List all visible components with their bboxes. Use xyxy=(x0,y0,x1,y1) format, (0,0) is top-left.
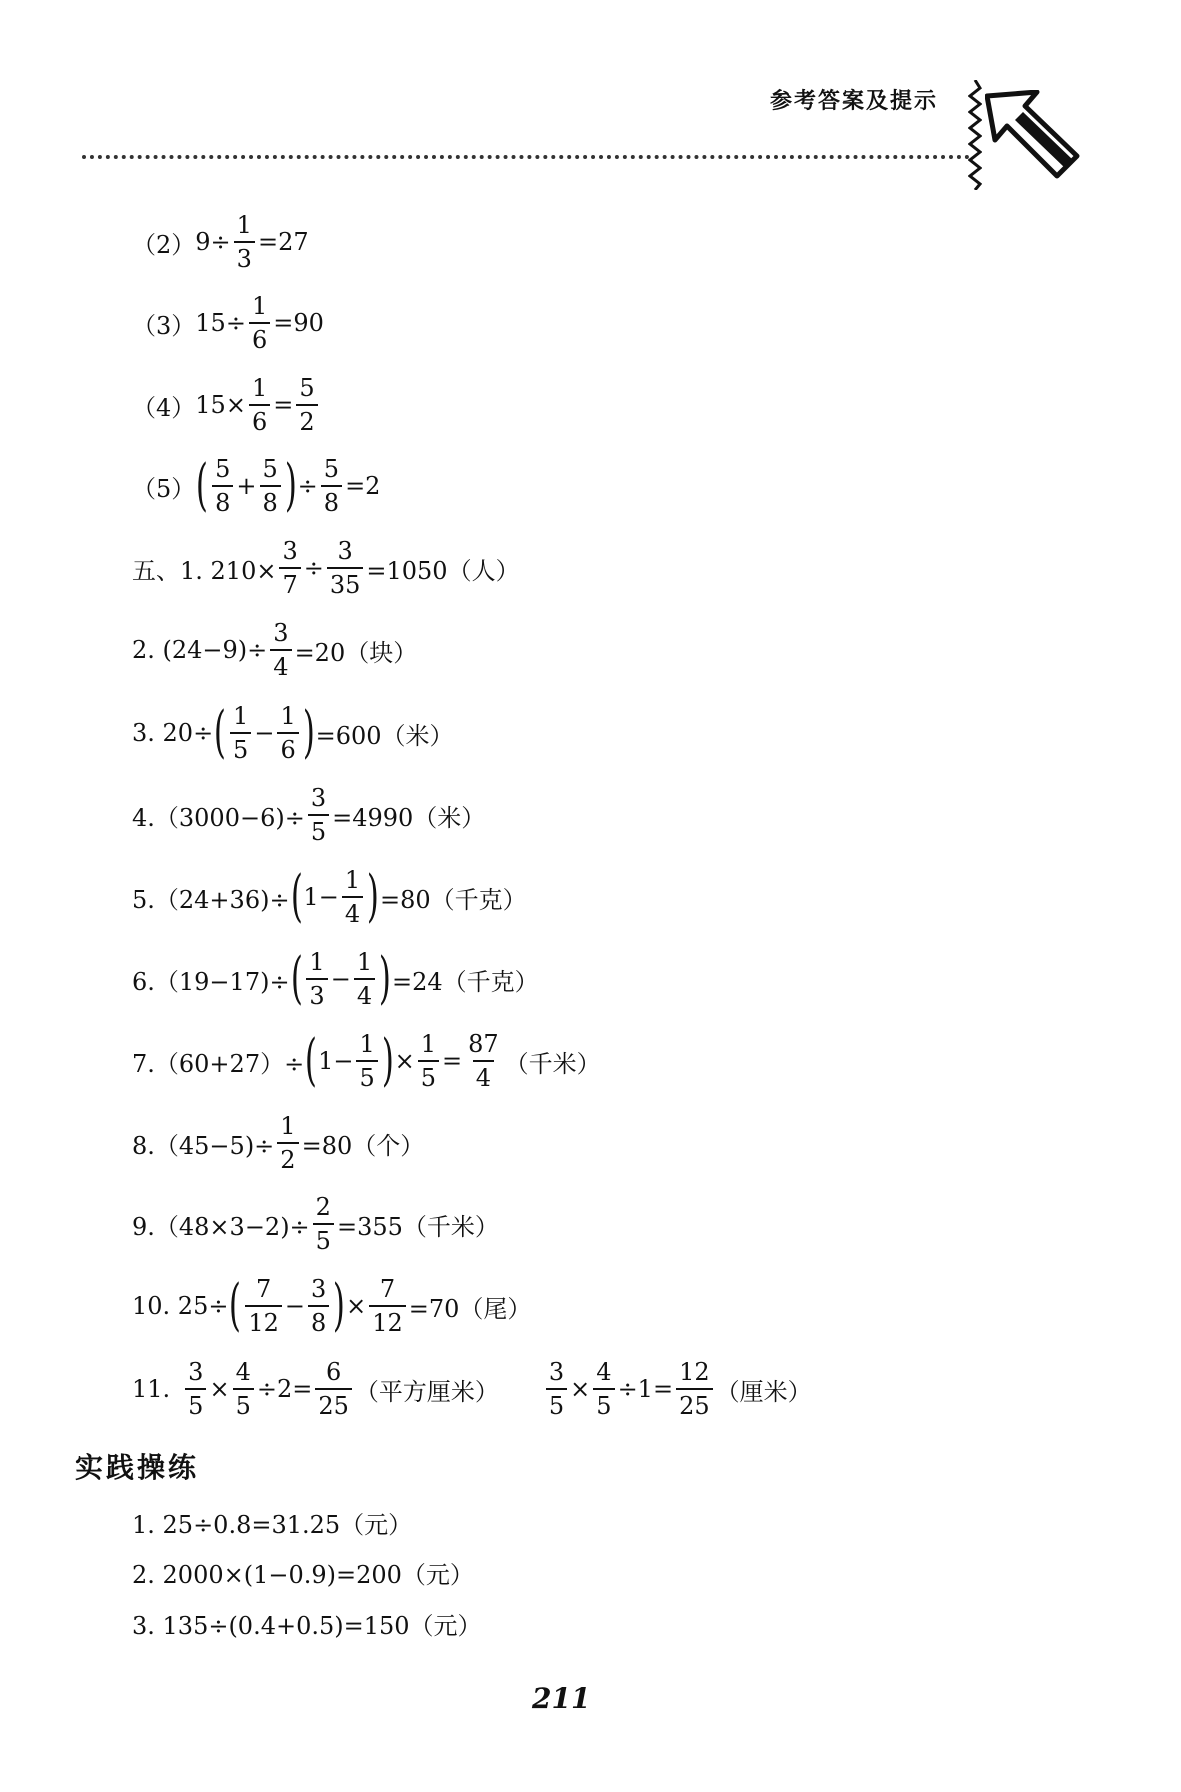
answer-line-5-7 xyxy=(132,1021,601,1101)
expr-text: 15÷ xyxy=(195,309,246,337)
expr-result: =4990（米） xyxy=(332,803,486,832)
right-paren: ) xyxy=(367,864,380,929)
right-paren: ) xyxy=(381,1028,394,1093)
line-label: （5） xyxy=(132,474,196,503)
line-label: 3. 20÷ xyxy=(132,719,214,747)
line-label: 9.（48×3−2)÷ xyxy=(132,1212,310,1241)
fraction: $\frac{3}{5}$ xyxy=(546,1360,567,1418)
expr-result: =2 xyxy=(345,472,381,500)
line-label: 5.（24+36)÷ xyxy=(132,885,290,914)
expr-result: =20（块） xyxy=(294,638,418,667)
answer-line-2 xyxy=(132,202,309,282)
expr-result: =600（米） xyxy=(315,721,454,750)
fraction: $\frac{5}{8}$ xyxy=(321,457,342,515)
fraction: $\frac{4}{5}$ xyxy=(233,1360,254,1418)
expr-result: =27 xyxy=(257,228,309,256)
right-paren: ) xyxy=(379,946,392,1011)
expr-text: 1− xyxy=(303,883,339,911)
operator: − xyxy=(330,965,351,993)
operator: ÷ xyxy=(297,472,318,500)
operator: ÷2= xyxy=(256,1375,313,1403)
answer-line-5-2 xyxy=(132,610,417,690)
fraction: $\frac{5}{8}$ xyxy=(260,457,281,515)
expr-result: =70（尾） xyxy=(408,1294,532,1323)
fraction: $\frac{12}{25}$ xyxy=(676,1360,713,1418)
fraction: $\frac{3}{7}$ xyxy=(279,539,300,597)
unit-text: （厘米） xyxy=(715,1377,812,1406)
operator: × xyxy=(209,1375,230,1403)
fraction: $\frac{2}{5}$ xyxy=(313,1195,334,1253)
line-label: 11. xyxy=(132,1375,171,1403)
fraction: $\frac{1}{3}$ xyxy=(234,213,255,271)
line-label: （2） xyxy=(132,230,196,259)
operator: − xyxy=(284,1292,305,1320)
expr-result: =1050（人） xyxy=(366,556,520,585)
practice-item: 3. 135÷(0.4+0.5)=150（元） xyxy=(132,1612,482,1640)
fraction: $\frac{1}{6}$ xyxy=(277,704,298,762)
fraction: $\frac{5}{2}$ xyxy=(296,376,317,434)
expr-result: =24（千克） xyxy=(391,967,539,996)
expr-result: =80（千克） xyxy=(379,885,527,914)
left-paren: ( xyxy=(214,700,227,765)
fraction: $\frac{1}{5}$ xyxy=(418,1032,439,1090)
fraction: $\frac{3}{5}$ xyxy=(185,1360,206,1418)
answer-line-5-11 xyxy=(132,1349,812,1429)
operator: × xyxy=(394,1047,415,1075)
fraction: $\frac{1}{4}$ xyxy=(342,868,363,926)
header-dotted-rule xyxy=(82,155,970,159)
expr-result: =355（千米） xyxy=(336,1212,499,1241)
expr-result: =90 xyxy=(273,309,324,337)
fraction: $\frac{7}{12}$ xyxy=(369,1277,406,1335)
fraction: $\frac{3}{4}$ xyxy=(270,621,291,679)
right-paren: ) xyxy=(302,700,315,765)
line-label: 7.（60+27）÷ xyxy=(132,1049,305,1078)
right-paren: ) xyxy=(284,453,297,518)
line-label: 6.（19−17)÷ xyxy=(132,967,290,996)
left-paren: ( xyxy=(290,946,303,1011)
answer-line-4 xyxy=(132,365,321,445)
fraction: $\frac{3}{8}$ xyxy=(308,1277,329,1335)
fraction: $\frac{1}{5}$ xyxy=(356,1032,377,1090)
operator: ÷1= xyxy=(617,1375,674,1403)
fraction: $\frac{1}{4}$ xyxy=(354,950,375,1008)
answer-line-5-1 xyxy=(132,528,520,608)
fraction: $\frac{1}{5}$ xyxy=(230,704,251,762)
fraction: $\frac{4}{5}$ xyxy=(593,1360,614,1418)
operator: − xyxy=(254,719,275,747)
expr-text: 15× xyxy=(195,391,246,419)
fraction: $\frac{1}{6}$ xyxy=(249,294,270,352)
answer-line-5-4 xyxy=(132,775,485,855)
left-paren: ( xyxy=(196,453,209,518)
answer-line-3 xyxy=(132,283,324,363)
left-paren: ( xyxy=(290,864,303,929)
line-label: 2. (24−9)÷ xyxy=(132,636,268,664)
expr-result: =80（个） xyxy=(301,1131,425,1160)
fraction: $\frac{1}{2}$ xyxy=(277,1114,298,1172)
fraction: $\frac{5}{8}$ xyxy=(212,457,233,515)
fraction: $\frac{87}{4}$ xyxy=(468,1030,499,1092)
line-label: （3） xyxy=(132,311,196,340)
operator: ÷ xyxy=(303,554,324,582)
fraction: $\frac{1}{6}$ xyxy=(249,376,270,434)
practice-item: 2. 2000×(1−0.9)=200（元） xyxy=(132,1561,474,1589)
arrow-up-left-icon xyxy=(985,90,1085,180)
expr-result: = xyxy=(273,391,294,419)
expr-result: （千米） xyxy=(504,1049,601,1078)
operator: = xyxy=(441,1047,463,1075)
answer-line-5-3 xyxy=(132,693,454,773)
fraction: $\frac{6}{25}$ xyxy=(315,1360,352,1418)
practice-item: 1. 25÷0.8=31.25（元） xyxy=(132,1511,413,1539)
line-label: 五、1. 210× xyxy=(132,556,277,585)
fraction: $\frac{3}{35}$ xyxy=(327,539,364,597)
answer-line-5 xyxy=(132,446,380,526)
fraction: $\frac{1}{3}$ xyxy=(306,950,327,1008)
expr-text: 9÷ xyxy=(195,228,231,256)
page-number: 211 xyxy=(532,1682,591,1715)
line-label: 10. 25÷ xyxy=(132,1292,229,1320)
right-paren: ) xyxy=(333,1273,346,1338)
running-header-title: 参考答案及提示 xyxy=(770,89,939,114)
operator: × xyxy=(570,1375,591,1403)
line-label: 4.（3000−6)÷ xyxy=(132,803,305,832)
zigzag-border-icon xyxy=(968,80,982,190)
fraction: $\frac{3}{5}$ xyxy=(308,786,329,844)
answer-line-5-5 xyxy=(132,857,527,937)
answer-line-5-9 xyxy=(132,1184,499,1264)
practice-section-heading: 实践操练 xyxy=(75,1451,200,1484)
operator: + xyxy=(236,472,257,500)
answer-line-5-8 xyxy=(132,1103,424,1183)
answer-line-5-10 xyxy=(132,1266,531,1346)
left-paren: ( xyxy=(229,1273,242,1338)
line-label: （4） xyxy=(132,393,196,422)
operator: × xyxy=(346,1292,367,1320)
expr-text: 1− xyxy=(318,1047,354,1075)
answer-line-5-6 xyxy=(132,939,539,1019)
unit-text: （平方厘米） xyxy=(354,1377,499,1406)
line-label: 8.（45−5)÷ xyxy=(132,1131,275,1160)
left-paren: ( xyxy=(305,1028,318,1093)
fraction: $\frac{7}{12}$ xyxy=(245,1277,282,1335)
